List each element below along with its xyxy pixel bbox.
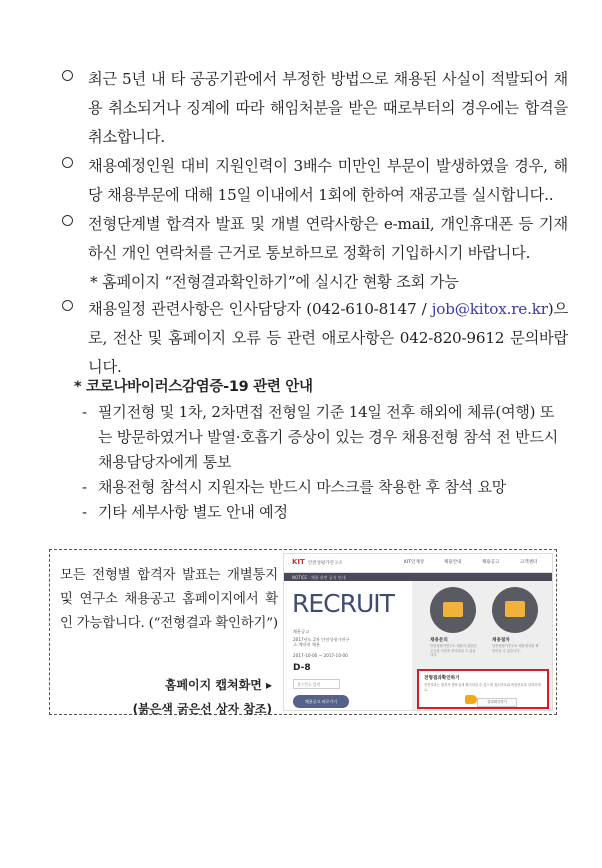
apply-number-input: 접수번호 입력	[293, 679, 340, 689]
menu-item: 채용공고	[482, 560, 500, 565]
circle-bullet-icon	[62, 70, 73, 81]
capture-caption: 홈페이지 캡쳐화면 ▸	[164, 678, 272, 692]
dday-label: D-8	[293, 663, 311, 673]
notice-item-1	[62, 65, 568, 152]
notice-text: 채용예정인원 대비 지원인력이 3배수 미만인 부문이 발생하였을 경우, 해당 채용부문에 대해 15일 이내에서 1회에 한하여 재공고를 실시합니다..	[88, 157, 568, 204]
notice-note: * 홈페이지 “전형결과확인하기”에 실시간 현황 조회 가능	[90, 273, 459, 291]
homepage-screenshot	[283, 553, 553, 711]
inquiry-icon	[430, 587, 476, 633]
result-check-highlight: 전형결과확인하기 전형결과는 합격자 발표일에 확인하실 수 있으며 접수번호와 비밀번호를 입력하세요. 결과확인하기	[417, 669, 549, 709]
recruit-panel: RECRUIT 채용공고 2017년도 2차 안전성평가연구소 계약직 채용 2017-10-00 ~ 2017-10-00 D-8 접수번호 입력 채용공고 바로가기	[284, 581, 412, 711]
result-info-box	[49, 549, 557, 715]
notice-item-3	[62, 210, 568, 297]
circle-bullet-icon	[62, 157, 73, 168]
recruit-headline: RECRUIT	[292, 589, 394, 618]
box-description: 모든 전형별 합격자 발표는 개별통지 및 연구소 채용공고 홈페이지에서 확인 가능합니다. (“전형결과 확인하기”)	[60, 568, 278, 631]
menu-item: 채용안내	[444, 560, 462, 565]
notice-text: 채용일정 관련사항은 인사담당자 (042-610-8147 / job@kitox.re.kr)으로, 전산 및 홈페이지 오류 등 관련 애로사항은 042-820-9612 문의바랍니다.	[88, 300, 568, 376]
service-panel: 채용문의 안전성평가연구소 채용과 관련된 궁금한 사항을 문의하실 수 있습니다. 채용절차 안전성평가연구소 채용절차를 확인하실 수 있습니다. 전형결과확인하기 전형결과는 합격자 발표일에 확인하실 수 있으며 접수번호와 비밀번호를 입력하세요. 결과확인하기	[412, 581, 553, 711]
notice-item-4	[62, 295, 568, 382]
site-logo: KIT 안전성평가연구소	[292, 558, 343, 566]
notice-text: 최근 5년 내 타 공공기관에서 부정한 방법으로 채용된 사실이 적발되어 채용 취소되거나 징계에 따라 해임처분을 받은 때로부터의 경우에는 합격을 취소합니다.	[88, 70, 568, 146]
menu-item: KIT인재상	[404, 560, 425, 565]
recruit-link-button: 채용공고 바로가기	[293, 695, 349, 708]
pointer-hand-icon	[465, 695, 477, 704]
list-item: - 채용전형 참석시 지원자는 반드시 마스크를 착용한 후 참석 요망	[82, 478, 507, 496]
list-item: - 기타 세부사항 별도 안내 예정	[82, 503, 288, 521]
notice-text: 전형단계별 합격자 발표 및 개별 연락사항은 e-mail, 개인휴대폰 등 기재하신 개인 연락처를 근거로 통보하므로 정확히 기입하시기 바랍니다.	[88, 215, 568, 262]
result-check-button: 결과확인하기	[477, 698, 517, 707]
notice-item-2	[62, 152, 568, 210]
notice-bar: NOTICE · 채용 관련 공지 안내	[284, 573, 552, 582]
circle-bullet-icon	[62, 300, 73, 311]
procedure-icon	[492, 587, 538, 633]
covid-heading: * 코로나바이러스감염증-19 관련 안내	[74, 379, 313, 395]
site-nav	[284, 554, 552, 573]
list-item: - 필기전형 및 1차, 2차면접 전형일 기준 14일 전후 해외에 체류(여행) 또는 방문하였거나 발열·호흡기 증상이 있는 경우 채용전형 참석 전 반드시 채용담당자에게 통보	[82, 403, 559, 471]
capture-note: (붉은색 굵은선 상자 참조)	[132, 702, 272, 716]
covid-list	[82, 400, 562, 525]
box-text-area	[60, 564, 278, 716]
circle-bullet-icon	[62, 215, 73, 226]
menu-item: 고객센터	[520, 560, 538, 565]
email-link[interactable]: job@kitox.re.kr	[431, 300, 548, 318]
